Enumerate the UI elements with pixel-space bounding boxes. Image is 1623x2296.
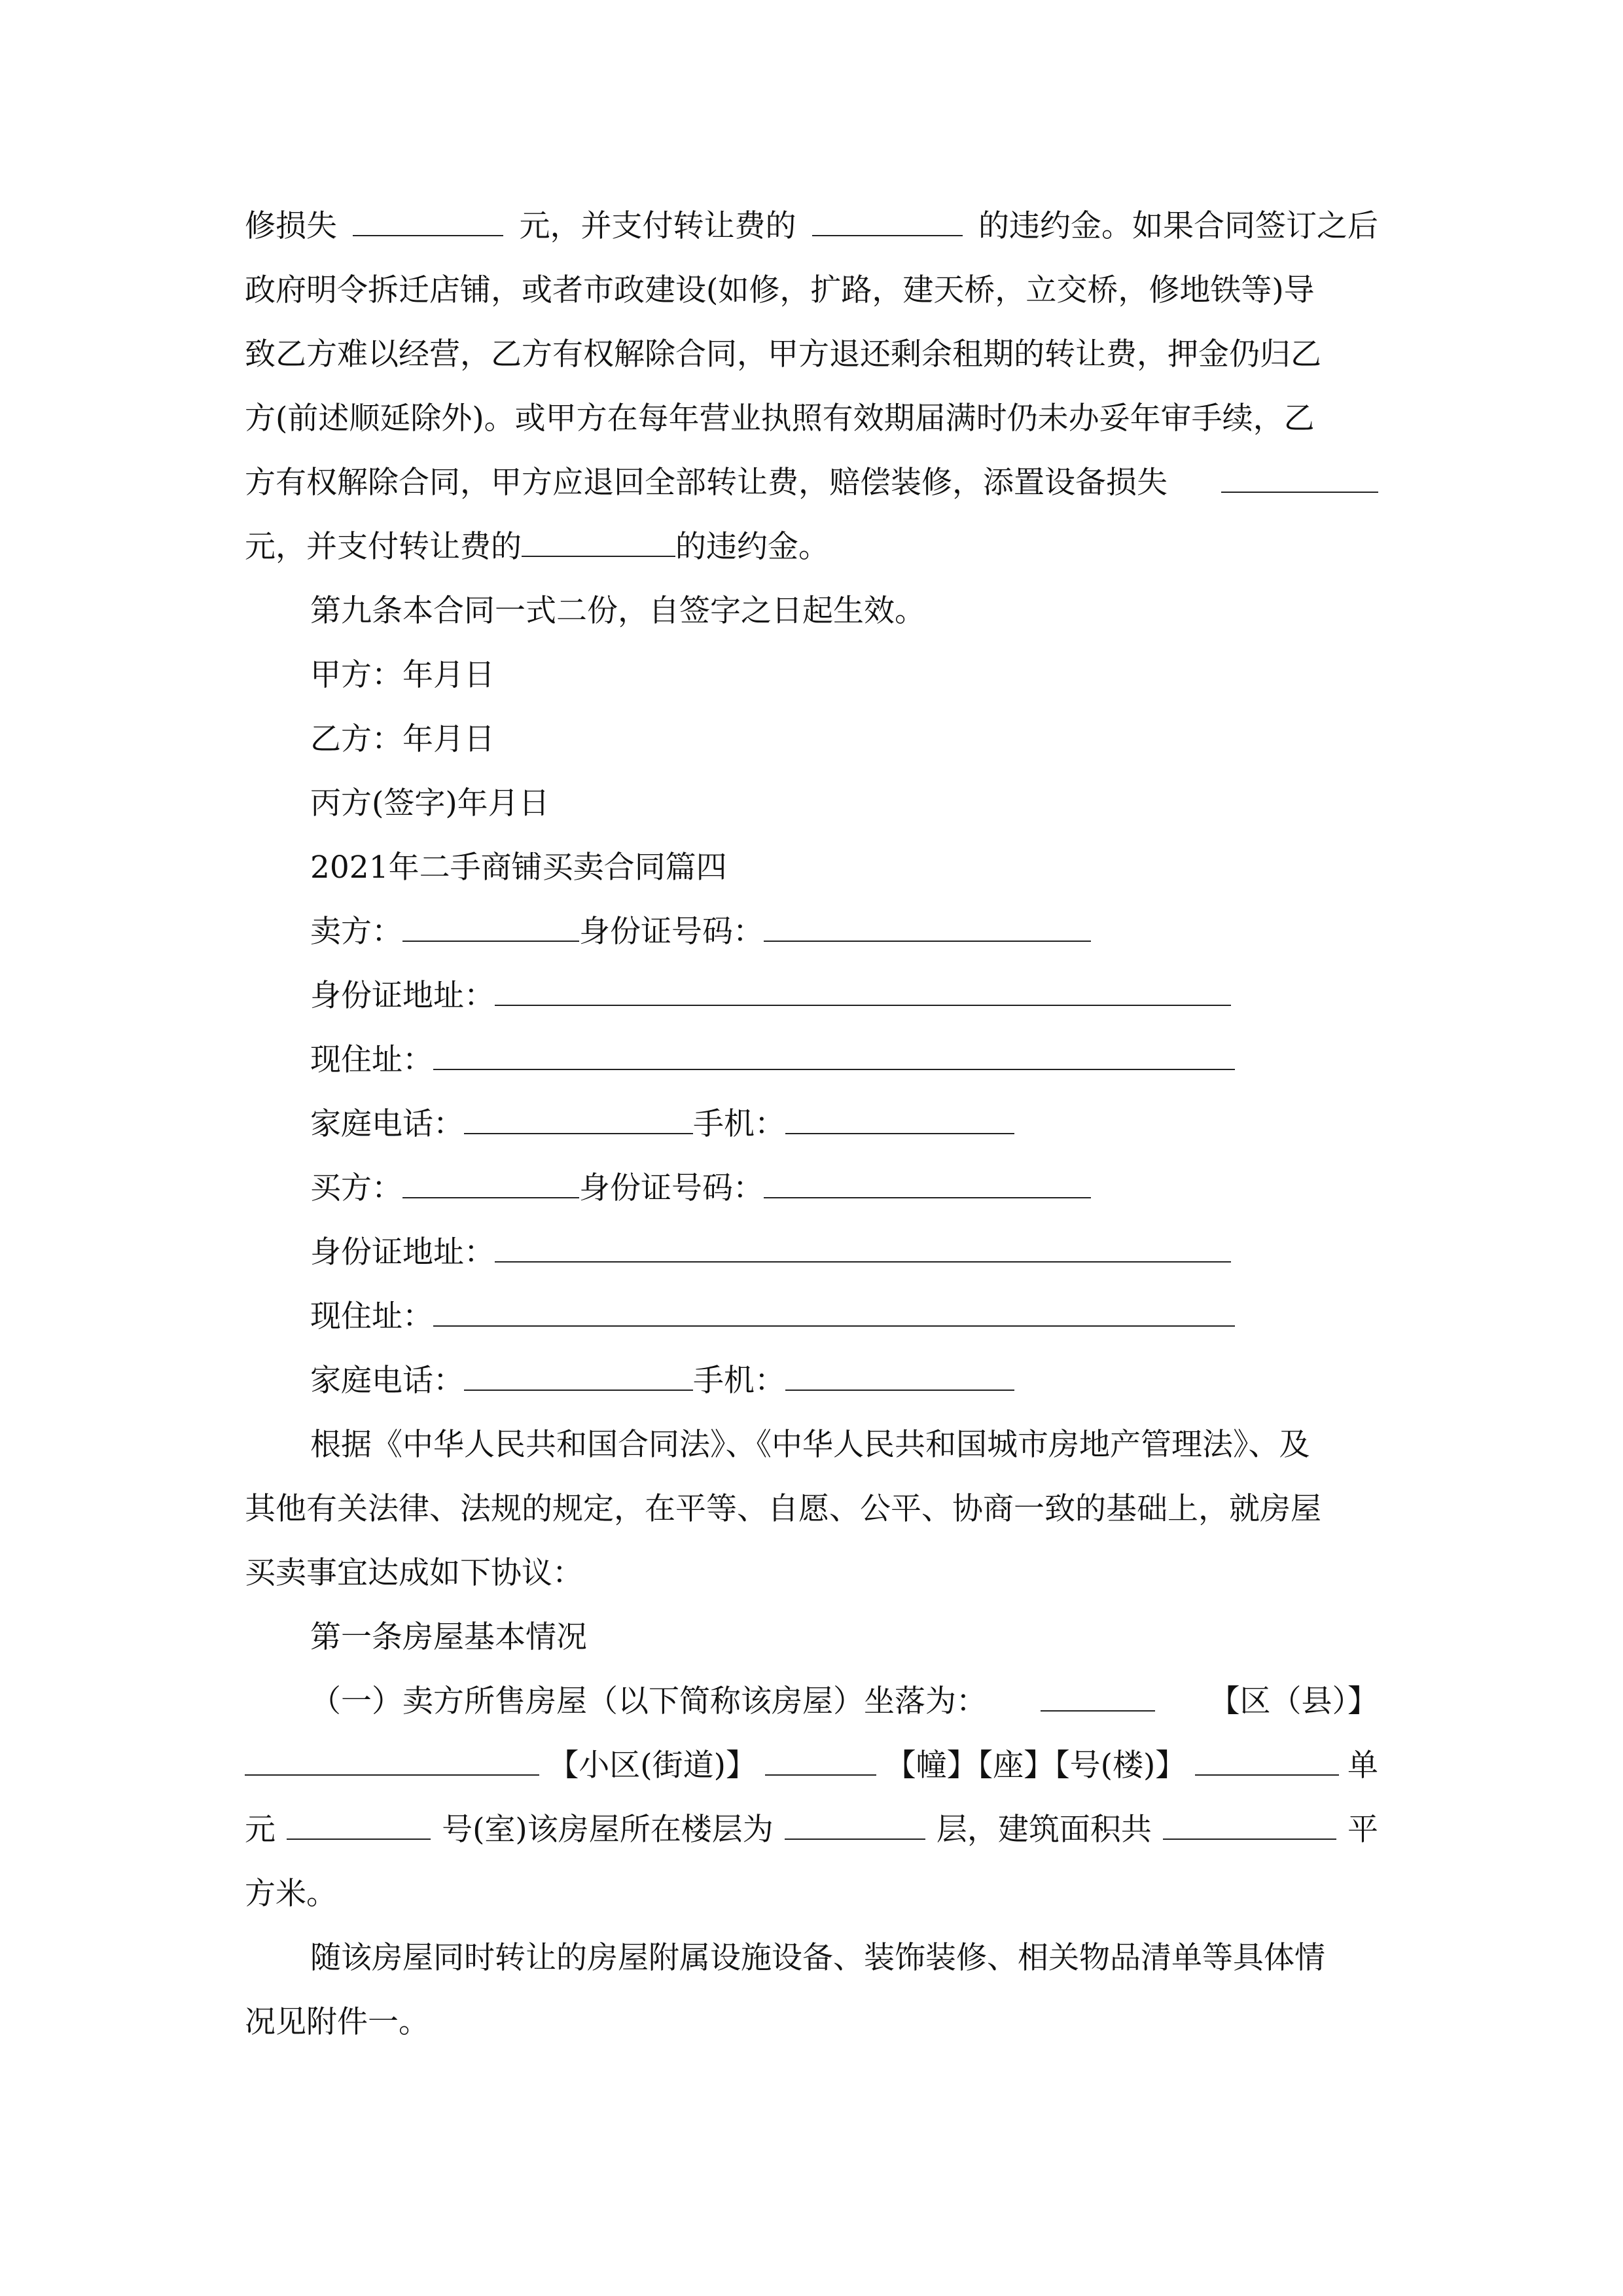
seller-id-address-line: 身份证地址：	[245, 964, 1378, 1028]
buyer-current-address-line: 现住址：	[245, 1285, 1378, 1349]
buyer-id-address-line: 身份证地址：	[245, 1221, 1378, 1285]
continuation-line-1: 修损失 元，并支付转让费的 的违约金。如果合同签订之后	[245, 208, 1378, 244]
blank-field[interactable]	[353, 210, 503, 236]
blank-field[interactable]	[522, 531, 675, 557]
buyer-current-address-field[interactable]	[433, 1300, 1235, 1327]
seller-home-phone-field[interactable]	[464, 1108, 693, 1134]
attachment-line-2: 况见附件一。	[245, 2004, 429, 2040]
buyer-line: 买方： 身份证号码：	[245, 1157, 1378, 1221]
seller-phone-line: 家庭电话： 手机：	[245, 1092, 1378, 1157]
blank-field[interactable]	[1221, 467, 1378, 493]
attachment-line-1: 随该房屋同时转让的房屋附属设施设备、装饰装修、相关物品清单等具体情	[310, 1940, 1325, 1976]
clause-1-line-1: （一）卖方所售房屋（以下简称该房屋）坐落为： 【区（县）】	[310, 1683, 1378, 1719]
seller-name-field[interactable]	[402, 916, 579, 942]
room-field[interactable]	[287, 1814, 431, 1840]
building-field[interactable]	[765, 1749, 876, 1776]
party-c-signature: 丙方(签字)年月日	[310, 785, 550, 821]
street-field[interactable]	[245, 1749, 539, 1776]
continuation-line-6: 元，并支付转让费的 的违约金。	[245, 529, 829, 565]
continuation-line-4: 方(前述顺延除外)。或甲方在每年营业执照有效期届满时仍未办妥年审手续，乙	[245, 401, 1315, 437]
contract-body	[245, 194, 1378, 2054]
continuation-line-2: 政府明令拆迁店铺，或者市政建设(如修，扩路，建天桥，立交桥，修地铁等)导	[245, 272, 1315, 308]
party-b-signature: 乙方：年月日	[310, 721, 495, 757]
seller-id-field[interactable]	[764, 916, 1091, 942]
seller-line: 卖方： 身份证号码：	[245, 900, 1378, 964]
buyer-id-field[interactable]	[764, 1172, 1091, 1198]
clause-1-line-2: 【小区(街道)】 【幢】【座】【号(楼)】 单	[245, 1734, 1378, 1798]
area-field[interactable]	[1163, 1814, 1336, 1840]
seller-id-address-field[interactable]	[495, 980, 1231, 1006]
intro-line-2: 其他有关法律、法规的规定，在平等、自愿、公平、协商一致的基础上，就房屋	[245, 1491, 1321, 1527]
article-1-title: 第一条房屋基本情况	[310, 1619, 587, 1655]
seller-current-address-line: 现住址：	[245, 1028, 1378, 1092]
intro-line-1: 根据《中华人民共和国合同法》、《中华人民共和国城市房地产管理法》、及	[310, 1427, 1310, 1463]
article-9: 第九条本合同一式二份，自签字之日起生效。	[310, 593, 925, 629]
seller-mobile-field[interactable]	[785, 1108, 1014, 1134]
buyer-name-field[interactable]	[402, 1172, 579, 1198]
continuation-line-3: 致乙方难以经营，乙方有权解除合同，甲方退还剩余租期的转让费，押金仍归乙	[245, 336, 1321, 372]
blank-field[interactable]	[812, 210, 963, 236]
intro-line-3: 买卖事宜达成如下协议：	[245, 1555, 583, 1591]
buyer-home-phone-field[interactable]	[464, 1365, 693, 1391]
clause-1-line-3: 元 号(室)该房屋所在楼层为 层，建筑面积共 平	[245, 1812, 1378, 1848]
buyer-mobile-field[interactable]	[785, 1365, 1014, 1391]
seller-current-address-field[interactable]	[433, 1044, 1235, 1070]
buyer-id-address-field[interactable]	[495, 1236, 1231, 1263]
floor-field[interactable]	[785, 1814, 925, 1840]
district-field[interactable]	[1041, 1685, 1155, 1712]
continuation-line-5: 方有权解除合同，甲方应退回全部转让费，赔偿装修，添置设备损失	[245, 451, 1378, 515]
clause-1-line-4: 方米。	[245, 1876, 337, 1912]
party-a-signature: 甲方：年月日	[310, 657, 495, 693]
section-title: 2021年二手商铺买卖合同篇四	[310, 850, 727, 886]
unit-field[interactable]	[1195, 1749, 1339, 1776]
buyer-phone-line: 家庭电话： 手机：	[245, 1349, 1378, 1413]
